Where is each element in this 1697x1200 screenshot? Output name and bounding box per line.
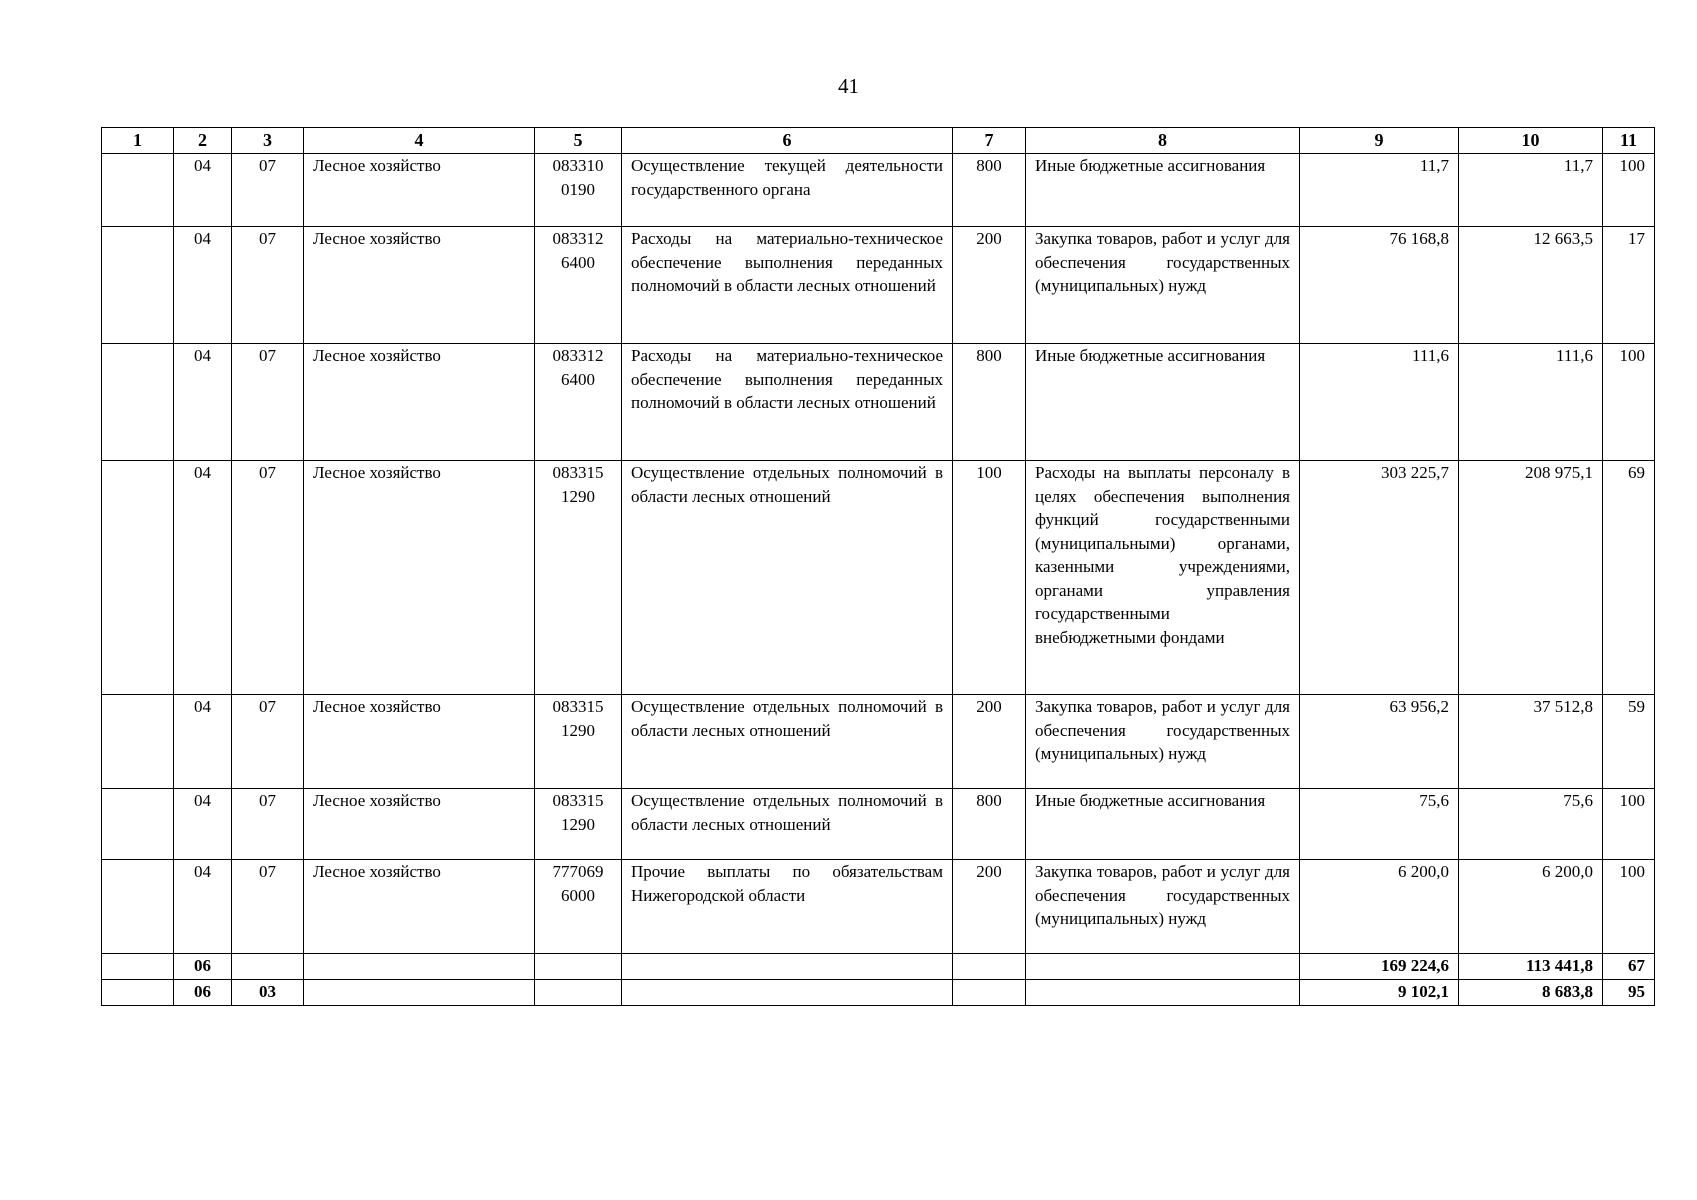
cell-description: Прочие выплаты по обязательствам Нижегородской области <box>622 860 953 954</box>
cell-expense-type: 200 <box>953 695 1026 789</box>
code-part: 6400 <box>561 252 595 272</box>
cell-col1 <box>102 980 174 1006</box>
cell-expense-type: 100 <box>953 461 1026 695</box>
cell-name <box>304 980 535 1006</box>
code-part: 083315 <box>552 463 604 482</box>
cell-subsection: 07 <box>232 789 304 860</box>
cell-subsection: 07 <box>232 154 304 227</box>
cell-plan: 111,6 <box>1300 344 1459 461</box>
table-row <box>102 461 1655 695</box>
cell-description <box>622 980 953 1006</box>
code-part: 0190 <box>561 179 595 199</box>
cell-subsection: 03 <box>232 980 304 1006</box>
cell-target-code <box>535 954 622 980</box>
cell-subsection: 07 <box>232 344 304 461</box>
cell-expense-type <box>953 980 1026 1006</box>
cell-plan: 6 200,0 <box>1300 860 1459 954</box>
code-part: 777069 <box>552 862 604 881</box>
budget-table <box>101 127 1655 1006</box>
cell-expense-type: 200 <box>953 227 1026 344</box>
cell-expense-type-name: Закупка товаров, работ и услуг для обеспечения государственных (муниципальных) нужд <box>1026 227 1300 344</box>
cell-expense-type-name <box>1026 954 1300 980</box>
cell-description: Осуществление отдельных полномочий в области лесных отношений <box>622 789 953 860</box>
code-part: 083312 <box>552 229 604 248</box>
cell-subsection <box>232 954 304 980</box>
cell-section: 04 <box>174 860 232 954</box>
cell-actual: 12 663,5 <box>1459 227 1603 344</box>
cell-section: 04 <box>174 695 232 789</box>
cell-col1 <box>102 695 174 789</box>
column-header: 9 <box>1300 128 1459 154</box>
column-header: 2 <box>174 128 232 154</box>
cell-subsection: 07 <box>232 860 304 954</box>
cell-expense-type-name: Иные бюджетные ассигнования <box>1026 789 1300 860</box>
cell-plan: 169 224,6 <box>1300 954 1459 980</box>
cell-target-code <box>535 860 622 954</box>
code-part: 083315 <box>552 791 604 810</box>
column-header: 7 <box>953 128 1026 154</box>
cell-col1 <box>102 954 174 980</box>
cell-description: Расходы на материально-техническое обеспечение выполнения переданных полномочий в области лесных отношений <box>622 344 953 461</box>
cell-expense-type: 800 <box>953 789 1026 860</box>
column-header: 10 <box>1459 128 1603 154</box>
cell-percent: 17 <box>1603 227 1655 344</box>
table-row <box>102 860 1655 954</box>
cell-plan: 76 168,8 <box>1300 227 1459 344</box>
total-row <box>102 954 1655 980</box>
cell-section: 04 <box>174 154 232 227</box>
cell-actual: 113 441,8 <box>1459 954 1603 980</box>
total-row <box>102 980 1655 1006</box>
code-part: 083315 <box>552 697 604 716</box>
cell-name <box>304 954 535 980</box>
cell-section: 04 <box>174 789 232 860</box>
table-row <box>102 227 1655 344</box>
cell-col1 <box>102 860 174 954</box>
cell-name: Лесное хозяйство <box>304 344 535 461</box>
cell-expense-type <box>953 954 1026 980</box>
code-part: 083310 <box>552 156 604 175</box>
cell-percent: 95 <box>1603 980 1655 1006</box>
column-header: 6 <box>622 128 953 154</box>
cell-col1 <box>102 461 174 695</box>
code-part: 1290 <box>561 814 595 834</box>
cell-target-code <box>535 227 622 344</box>
cell-section: 06 <box>174 980 232 1006</box>
cell-actual: 75,6 <box>1459 789 1603 860</box>
cell-plan: 75,6 <box>1300 789 1459 860</box>
cell-actual: 111,6 <box>1459 344 1603 461</box>
cell-col1 <box>102 154 174 227</box>
cell-description: Расходы на материально-техническое обеспечение выполнения переданных полномочий в области лесных отношений <box>622 227 953 344</box>
cell-col1 <box>102 789 174 860</box>
cell-percent: 59 <box>1603 695 1655 789</box>
cell-expense-type: 800 <box>953 154 1026 227</box>
cell-col1 <box>102 227 174 344</box>
cell-section: 04 <box>174 227 232 344</box>
cell-plan: 9 102,1 <box>1300 980 1459 1006</box>
cell-target-code <box>535 461 622 695</box>
cell-name: Лесное хозяйство <box>304 461 535 695</box>
table-row <box>102 344 1655 461</box>
cell-target-code <box>535 980 622 1006</box>
cell-subsection: 07 <box>232 461 304 695</box>
cell-description: Осуществление отдельных полномочий в области лесных отношений <box>622 695 953 789</box>
cell-actual: 6 200,0 <box>1459 860 1603 954</box>
cell-subsection: 07 <box>232 695 304 789</box>
cell-plan: 63 956,2 <box>1300 695 1459 789</box>
cell-actual: 8 683,8 <box>1459 980 1603 1006</box>
cell-target-code <box>535 344 622 461</box>
code-part: 083312 <box>552 346 604 365</box>
cell-percent: 100 <box>1603 154 1655 227</box>
cell-expense-type-name: Расходы на выплаты персоналу в целях обеспечения выполнения функций государственными (муниципальными) органами, казенными учреждениями, органами управления государственными внебюджетными фондами <box>1026 461 1300 695</box>
header-row <box>102 128 1655 154</box>
cell-description <box>622 954 953 980</box>
code-part: 1290 <box>561 486 595 506</box>
cell-target-code <box>535 789 622 860</box>
cell-expense-type-name: Иные бюджетные ассигнования <box>1026 154 1300 227</box>
column-header: 8 <box>1026 128 1300 154</box>
cell-section: 04 <box>174 461 232 695</box>
cell-subsection: 07 <box>232 227 304 344</box>
column-header: 11 <box>1603 128 1655 154</box>
cell-expense-type-name: Закупка товаров, работ и услуг для обеспечения государственных (муниципальных) нужд <box>1026 860 1300 954</box>
cell-col1 <box>102 344 174 461</box>
cell-target-code <box>535 154 622 227</box>
cell-percent: 100 <box>1603 789 1655 860</box>
code-part: 6400 <box>561 369 595 389</box>
cell-actual: 37 512,8 <box>1459 695 1603 789</box>
cell-section: 04 <box>174 344 232 461</box>
cell-percent: 100 <box>1603 860 1655 954</box>
cell-percent: 67 <box>1603 954 1655 980</box>
cell-percent: 100 <box>1603 344 1655 461</box>
cell-description: Осуществление отдельных полномочий в области лесных отношений <box>622 461 953 695</box>
cell-expense-type: 800 <box>953 344 1026 461</box>
cell-expense-type-name: Иные бюджетные ассигнования <box>1026 344 1300 461</box>
table-row <box>102 154 1655 227</box>
cell-expense-type-name <box>1026 980 1300 1006</box>
column-header: 1 <box>102 128 174 154</box>
table-row <box>102 695 1655 789</box>
cell-name: Лесное хозяйство <box>304 860 535 954</box>
column-header: 5 <box>535 128 622 154</box>
cell-plan: 303 225,7 <box>1300 461 1459 695</box>
cell-name: Лесное хозяйство <box>304 695 535 789</box>
table-row <box>102 789 1655 860</box>
cell-name: Лесное хозяйство <box>304 789 535 860</box>
code-part: 6000 <box>561 885 595 905</box>
cell-description: Осуществление текущей деятельности государственного органа <box>622 154 953 227</box>
page-number: 41 <box>838 74 859 98</box>
cell-name: Лесное хозяйство <box>304 154 535 227</box>
code-part: 1290 <box>561 720 595 740</box>
cell-expense-type-name: Закупка товаров, работ и услуг для обеспечения государственных (муниципальных) нужд <box>1026 695 1300 789</box>
cell-section: 06 <box>174 954 232 980</box>
column-header: 4 <box>304 128 535 154</box>
cell-expense-type: 200 <box>953 860 1026 954</box>
cell-name: Лесное хозяйство <box>304 227 535 344</box>
cell-actual: 208 975,1 <box>1459 461 1603 695</box>
cell-percent: 69 <box>1603 461 1655 695</box>
cell-actual: 11,7 <box>1459 154 1603 227</box>
cell-target-code <box>535 695 622 789</box>
column-header: 3 <box>232 128 304 154</box>
cell-plan: 11,7 <box>1300 154 1459 227</box>
